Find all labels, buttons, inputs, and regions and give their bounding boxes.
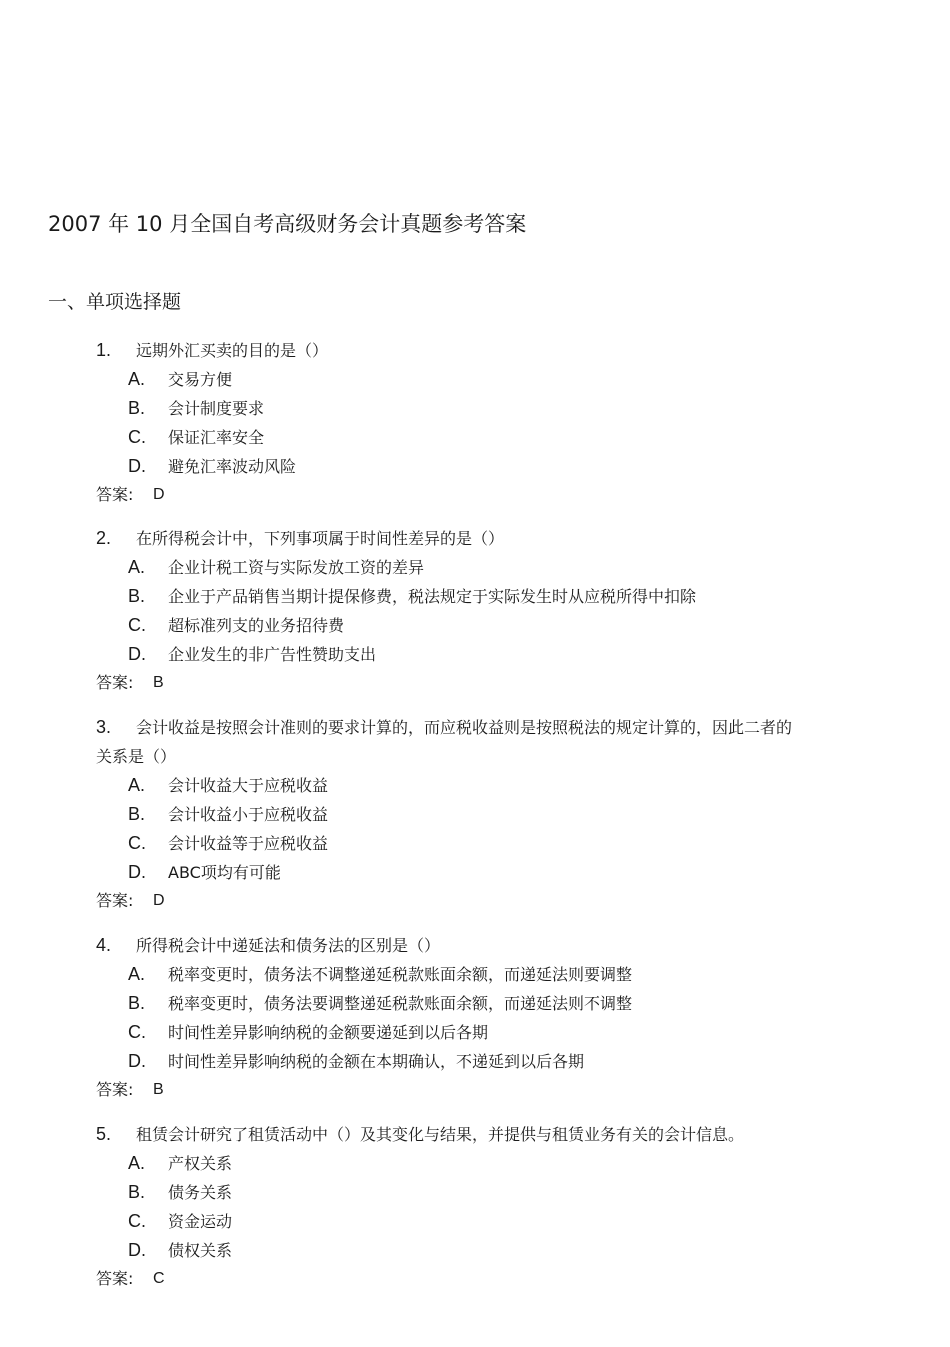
option-a	[0, 1149, 950, 1178]
question-text: 在所得税会计中，下列事项属于时间性差异的是（）	[136, 529, 505, 548]
option-text: 交易方便	[168, 370, 233, 389]
option-text: 会计收益等于应税收益	[168, 834, 329, 853]
question-1	[0, 336, 950, 508]
option-b	[0, 394, 950, 423]
option-d	[0, 1047, 950, 1076]
option-label: D.	[128, 1051, 146, 1071]
option-text: 时间性差异影响纳税的金额在本期确认，不递延到以后各期	[168, 1052, 585, 1071]
option-text: 避免汇率波动风险	[168, 457, 297, 476]
question-line	[0, 931, 950, 960]
option-text: 税率变更时，债务法不调整递延税款账面余额，而递延法则要调整	[168, 965, 633, 984]
question-number: 1.	[96, 340, 112, 360]
answer-value: D	[153, 486, 165, 503]
answer-label: 答案:	[96, 673, 134, 692]
option-label: C.	[128, 1022, 146, 1042]
question-line	[0, 713, 950, 771]
option-label: D.	[128, 456, 146, 476]
option-b	[0, 800, 950, 829]
question-2	[0, 524, 950, 696]
option-c	[0, 829, 950, 858]
answer-line	[0, 481, 950, 508]
option-label: B.	[128, 804, 146, 824]
option-d	[0, 640, 950, 669]
question-line	[0, 336, 950, 365]
option-c	[0, 611, 950, 640]
answer-value: B	[153, 1081, 164, 1098]
option-label: B.	[128, 398, 146, 418]
question-text: 所得税会计中递延法和债务法的区别是（）	[136, 936, 441, 955]
answer-label: 答案:	[96, 485, 134, 504]
option-label: B.	[128, 586, 146, 606]
section-heading: 一、单项选择题	[48, 291, 182, 313]
question-4	[0, 931, 950, 1103]
option-text: 税率变更时，债务法要调整递延税款账面余额，而递延法则不调整	[168, 994, 633, 1013]
option-text: 会计制度要求	[168, 399, 265, 418]
question-line	[0, 1120, 950, 1149]
answer-line	[0, 1076, 950, 1103]
question-number: 3.	[96, 717, 112, 737]
option-label: D.	[128, 862, 146, 882]
option-c	[0, 1018, 950, 1047]
option-text: 会计收益大于应税收益	[168, 776, 329, 795]
option-label: A.	[128, 369, 146, 389]
option-a	[0, 960, 950, 989]
option-text: 产权关系	[168, 1154, 233, 1173]
answer-value: D	[153, 892, 165, 909]
option-a	[0, 365, 950, 394]
option-label: C.	[128, 1211, 146, 1231]
question-text: 租赁会计研究了租赁活动中（）及其变化与结果，并提供与租赁业务有关的会计信息。	[136, 1125, 745, 1144]
answer-label: 答案:	[96, 1080, 134, 1099]
option-text: 债权关系	[168, 1241, 233, 1260]
option-b	[0, 1178, 950, 1207]
option-text: 保证汇率安全	[168, 428, 265, 447]
option-text: 债务关系	[168, 1183, 233, 1202]
option-text: ABC项均有可能	[168, 863, 281, 882]
option-text: 企业发生的非广告性赞助支出	[168, 645, 377, 664]
question-line	[0, 524, 950, 553]
question-number: 5.	[96, 1124, 112, 1144]
option-label: B.	[128, 993, 146, 1013]
option-label: D.	[128, 644, 146, 664]
option-label: B.	[128, 1182, 146, 1202]
question-5	[0, 1120, 950, 1292]
option-label: D.	[128, 1240, 146, 1260]
option-d	[0, 452, 950, 481]
answer-label: 答案:	[96, 891, 134, 910]
option-text: 资金运动	[168, 1212, 233, 1231]
option-d	[0, 1236, 950, 1265]
option-text: 会计收益小于应税收益	[168, 805, 329, 824]
option-label: A.	[128, 775, 146, 795]
option-label: C.	[128, 427, 146, 447]
option-a	[0, 553, 950, 582]
answer-line	[0, 1265, 950, 1292]
option-d	[0, 858, 950, 887]
question-text: 远期外汇买卖的目的是（）	[136, 341, 329, 360]
option-c	[0, 1207, 950, 1236]
answer-value: C	[153, 1270, 165, 1287]
answer-line	[0, 887, 950, 914]
answer-line	[0, 669, 950, 696]
option-b	[0, 989, 950, 1018]
option-b	[0, 582, 950, 611]
answer-value: B	[153, 674, 164, 691]
option-text: 企业于产品销售当期计提保修费，税法规定于实际发生时从应税所得中扣除	[168, 587, 697, 606]
option-text: 时间性差异影响纳税的金额要递延到以后各期	[168, 1023, 489, 1042]
question-number: 2.	[96, 528, 112, 548]
option-text: 超标准列支的业务招待费	[168, 616, 345, 635]
answer-label: 答案:	[96, 1269, 134, 1288]
option-text: 企业计税工资与实际发放工资的差异	[168, 558, 425, 577]
question-number: 4.	[96, 935, 112, 955]
option-label: A.	[128, 557, 146, 577]
option-label: C.	[128, 615, 146, 635]
option-label: C.	[128, 833, 146, 853]
page-title: 2007 年 10 月全国自考高级财务会计真题参考答案	[48, 212, 527, 236]
option-label: A.	[128, 964, 146, 984]
question-3	[0, 713, 950, 914]
option-label: A.	[128, 1153, 146, 1173]
option-c	[0, 423, 950, 452]
question-text: 会计收益是按照会计准则的要求计算的，而应税收益则是按照税法的规定计算的，因此二者的关系是（）	[96, 718, 793, 766]
option-a	[0, 771, 950, 800]
